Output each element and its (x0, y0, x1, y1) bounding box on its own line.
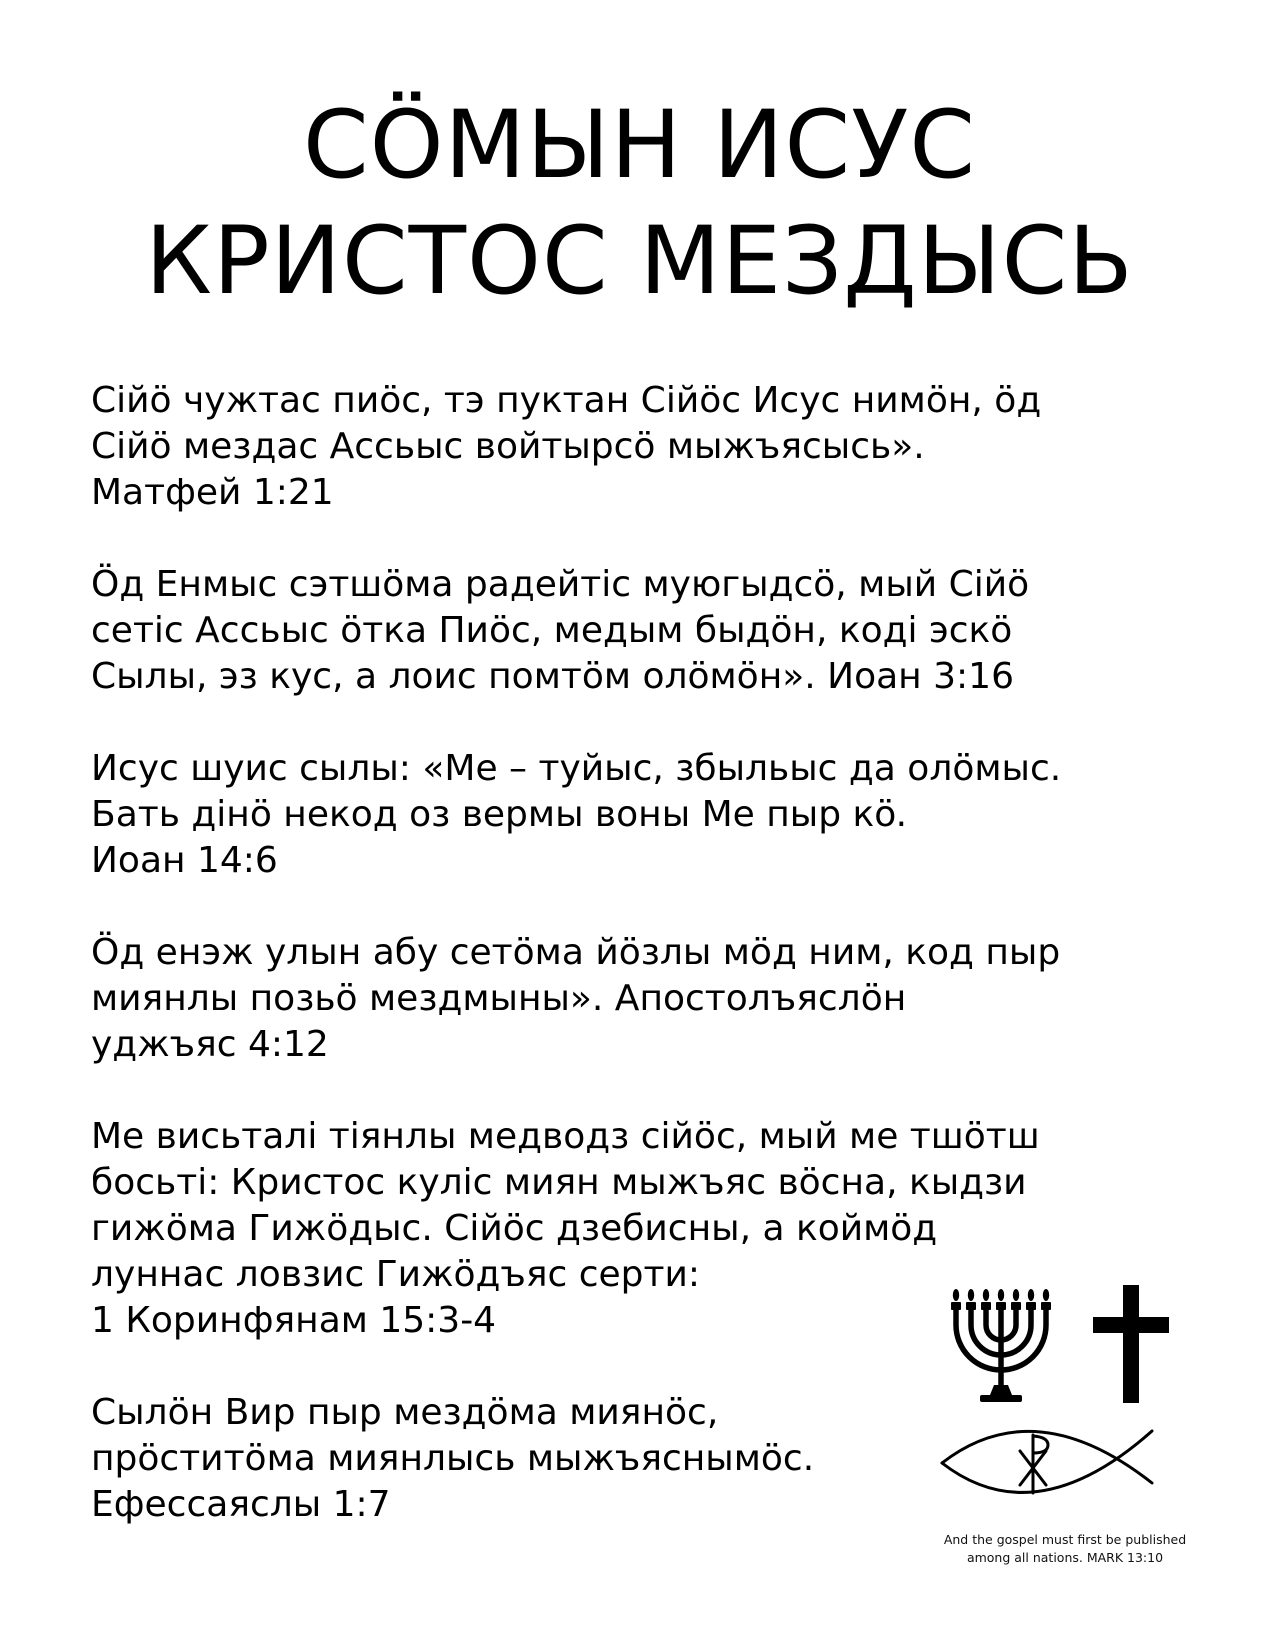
caption (910, 1531, 1220, 1567)
verse-john-3-16: Öд Енмыс сэтшöма радейтiс муюгыдсö, мый Сійö сетiс Ассьыс öтка Пиöс, медым быдöн, кодi эскö Сылы, эз кус, а лоис помтöм олöмöн». Иоан 3:16 (91, 564, 1030, 697)
faith-emblem (940, 1285, 1180, 1525)
verse-acts-4-12: Öд енэж улын абу сетöма йöзлы мöд ним, код пыр миянлы позьö мездмыны». Апостолъяслöн уджъяс 4:12 (91, 932, 1061, 1065)
caption-line-1: And the gospel must first be published (943, 1532, 1187, 1547)
menorah-icon (951, 1289, 1051, 1402)
caption-line-2: among all nations. MARK 13:10 (966, 1550, 1164, 1565)
verse-1-corinthians-15-3-4: Ме висьталi тiянлы медводз сiйöс, мый ме тшöтш босьтi: Кристос кулiс миян мыжъяс вöсна, кыдзи гижöма Гижöдыс. Сiйöс дзебисны, а коймöд луннас ловзис Гижöдъяс серти: 1 Коринфянам 15:3-4 (91, 1116, 1040, 1341)
verse-john-14-6: Исус шуис сылы: «Ме – туйыс, збыльыс да олöмыс. Бать дiнö некод оз вермы воны Ме пыр кö. Иоан 14:6 (91, 748, 1062, 881)
title-line-1: СÖМЫН ИСУС (302, 91, 977, 200)
title-line-2: КРИСТОС МЕЗДЫСЬ (145, 207, 1134, 316)
page-title (0, 88, 1279, 320)
verse-ephesians-1-7: Сылöн Вир пыр мездöма миянöс, прöститöма миянлысь мыжъяснымöс. Ефессаяслы 1:7 (91, 1392, 815, 1525)
cross-icon (1093, 1285, 1169, 1403)
verse-matthew-1-21: Сійö чужтас пиöс, тэ пуктан Сійöс Исус нимöн, öд Сійö мездас Ассьыс войтырсö мыжъясысь». Матфей 1:21 (91, 380, 1042, 513)
ichthys-chi-rho-icon (942, 1431, 1152, 1493)
